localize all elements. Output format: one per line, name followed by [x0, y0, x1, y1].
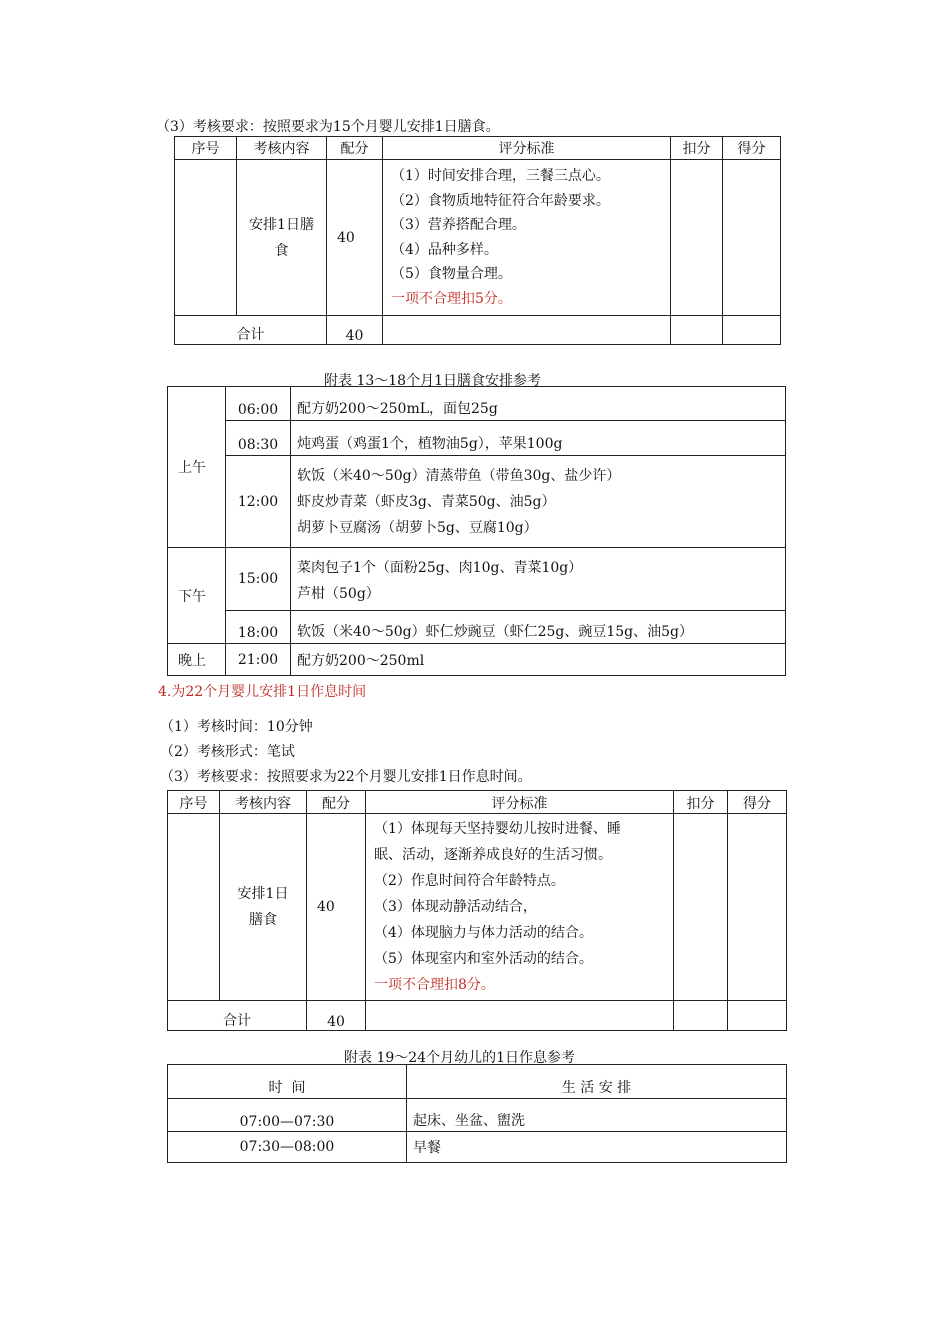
- header-activity: 生 活 安 排: [407, 1065, 787, 1099]
- menu-line: 菜肉包子1个（面粉25g、肉10g、青菜10g）: [297, 560, 583, 576]
- header-time: 时 间: [168, 1065, 407, 1099]
- header-earned: 得分: [728, 791, 787, 814]
- period-afternoon: 下午: [168, 548, 226, 644]
- total-earned-cell: [728, 1001, 787, 1031]
- criteria-cell: [383, 160, 671, 316]
- total-deduct-cell: [674, 1001, 728, 1031]
- criteria-cell: [366, 814, 674, 1001]
- exam-item: （1）考核时间：10分钟: [160, 719, 313, 735]
- serial-cell: [168, 814, 220, 1001]
- routine-activity: 早餐: [407, 1132, 787, 1163]
- time-cell: 15:00: [226, 548, 291, 611]
- period-morning: 上午: [168, 387, 226, 548]
- scoring-table-2: [167, 790, 787, 1031]
- header-serial: 序号: [168, 791, 220, 814]
- total-label: 合计: [168, 1001, 307, 1031]
- header-deduct: 扣分: [671, 137, 723, 160]
- criteria-line: （4）品种多样。: [391, 241, 498, 258]
- routine-activity: 起床、坐盆、盥洗: [407, 1099, 787, 1132]
- menu-cell: 炖鸡蛋（鸡蛋1个，植物油5g），苹果100g: [291, 421, 786, 456]
- time-cell: 08:30: [226, 421, 291, 456]
- menu-cell: 配方奶200～250mL，面包25g: [291, 387, 786, 421]
- time-cell: 06:00: [226, 387, 291, 421]
- earned-cell: [723, 160, 781, 316]
- header-criteria: 评分标准: [383, 137, 671, 160]
- deduct-cell: [674, 814, 728, 1001]
- earned-cell: [728, 814, 787, 1001]
- criteria-line: （5）体现室内和室外活动的结合。: [374, 951, 593, 967]
- criteria-line: （1）体现每天坚持婴幼儿按时进餐、睡: [374, 821, 621, 837]
- total-score: 40: [327, 316, 383, 345]
- total-score: 40: [307, 1001, 366, 1031]
- section-heading: 4.为22个月婴儿安排1日作息时间: [158, 684, 367, 700]
- menu-line: 虾皮炒青菜（虾皮3g、青菜50g、油5g）: [297, 493, 556, 510]
- criteria-line: （5）食物量合理。: [391, 266, 512, 282]
- criteria-line: （3）营养搭配合理。: [391, 217, 526, 233]
- time-cell: 12:00: [226, 456, 291, 548]
- content-cell: 安排1日膳食: [220, 814, 307, 1001]
- menu-line: 芦柑（50g）: [297, 586, 380, 602]
- penalty-note: 一项不合理扣8分。: [374, 977, 495, 993]
- routine-time: 07:30—08:00: [168, 1132, 407, 1163]
- deduct-cell: [671, 160, 723, 316]
- menu-cell: [291, 548, 786, 611]
- total-criteria-cell: [366, 1001, 674, 1031]
- serial-cell: [175, 160, 237, 316]
- time-cell: 18:00: [226, 611, 291, 644]
- content-cell: 安排1日膳食: [237, 160, 327, 316]
- exam-requirement: （3）考核要求：按照要求为15个月婴儿安排1日膳食。: [156, 119, 500, 135]
- criteria-line: （2）作息时间符合年龄特点。: [374, 873, 565, 889]
- menu-line: 胡萝卜豆腐汤（胡萝卜5g、豆腐10g）: [297, 519, 538, 536]
- score-cell: 40: [327, 160, 383, 316]
- header-score: 配分: [327, 137, 383, 160]
- time-cell: 21:00: [226, 644, 291, 676]
- menu-cell: 软饭（米40～50g）虾仁炒豌豆（虾仁25g、豌豆15g、油5g）: [291, 611, 786, 644]
- criteria-line: 眠、活动，逐渐养成良好的生活习惯。: [374, 847, 612, 863]
- total-deduct-cell: [671, 316, 723, 345]
- total-earned-cell: [723, 316, 781, 345]
- menu-cell: [291, 456, 786, 548]
- appendix-title-1: 附表 13～18个月1日膳食安排参考: [324, 373, 541, 389]
- daily-routine-table: [167, 1064, 787, 1163]
- table-row: [168, 1132, 787, 1163]
- menu-line: 软饭（米40～50g）清蒸带鱼（带鱼30g、盐少许）: [297, 467, 621, 484]
- scoring-table-1: [174, 136, 781, 345]
- routine-time: 07:00—07:30: [168, 1099, 407, 1132]
- menu-cell: 配方奶200～250ml: [291, 644, 786, 676]
- header-content: 考核内容: [220, 791, 307, 814]
- header-content: 考核内容: [237, 137, 327, 160]
- header-criteria: 评分标准: [366, 791, 674, 814]
- criteria-line: （2）食物质地特征符合年龄要求。: [391, 192, 610, 209]
- total-criteria-cell: [383, 316, 671, 345]
- table-row: [168, 1099, 787, 1132]
- criteria-line: （1）时间安排合理，三餐三点心。: [391, 168, 610, 184]
- criteria-line: （3）体现动静活动结合，: [374, 899, 537, 915]
- period-evening: 晚上: [168, 644, 226, 676]
- exam-item: （2）考核形式：笔试: [160, 744, 295, 760]
- meal-schedule-table: [167, 386, 786, 676]
- score-cell: 40: [307, 814, 366, 1001]
- header-score: 配分: [307, 791, 366, 814]
- total-label: 合计: [175, 316, 327, 345]
- criteria-line: （4）体现脑力与体力活动的结合。: [374, 925, 593, 941]
- appendix-title-2: 附表 19～24个月幼儿的1日作息参考: [344, 1050, 575, 1066]
- header-earned: 得分: [723, 137, 781, 160]
- exam-item: （3）考核要求：按照要求为22个月婴儿安排1日作息时间。: [160, 769, 532, 785]
- header-serial: 序号: [175, 137, 237, 160]
- header-deduct: 扣分: [674, 791, 728, 814]
- penalty-note: 一项不合理扣5分。: [391, 290, 512, 307]
